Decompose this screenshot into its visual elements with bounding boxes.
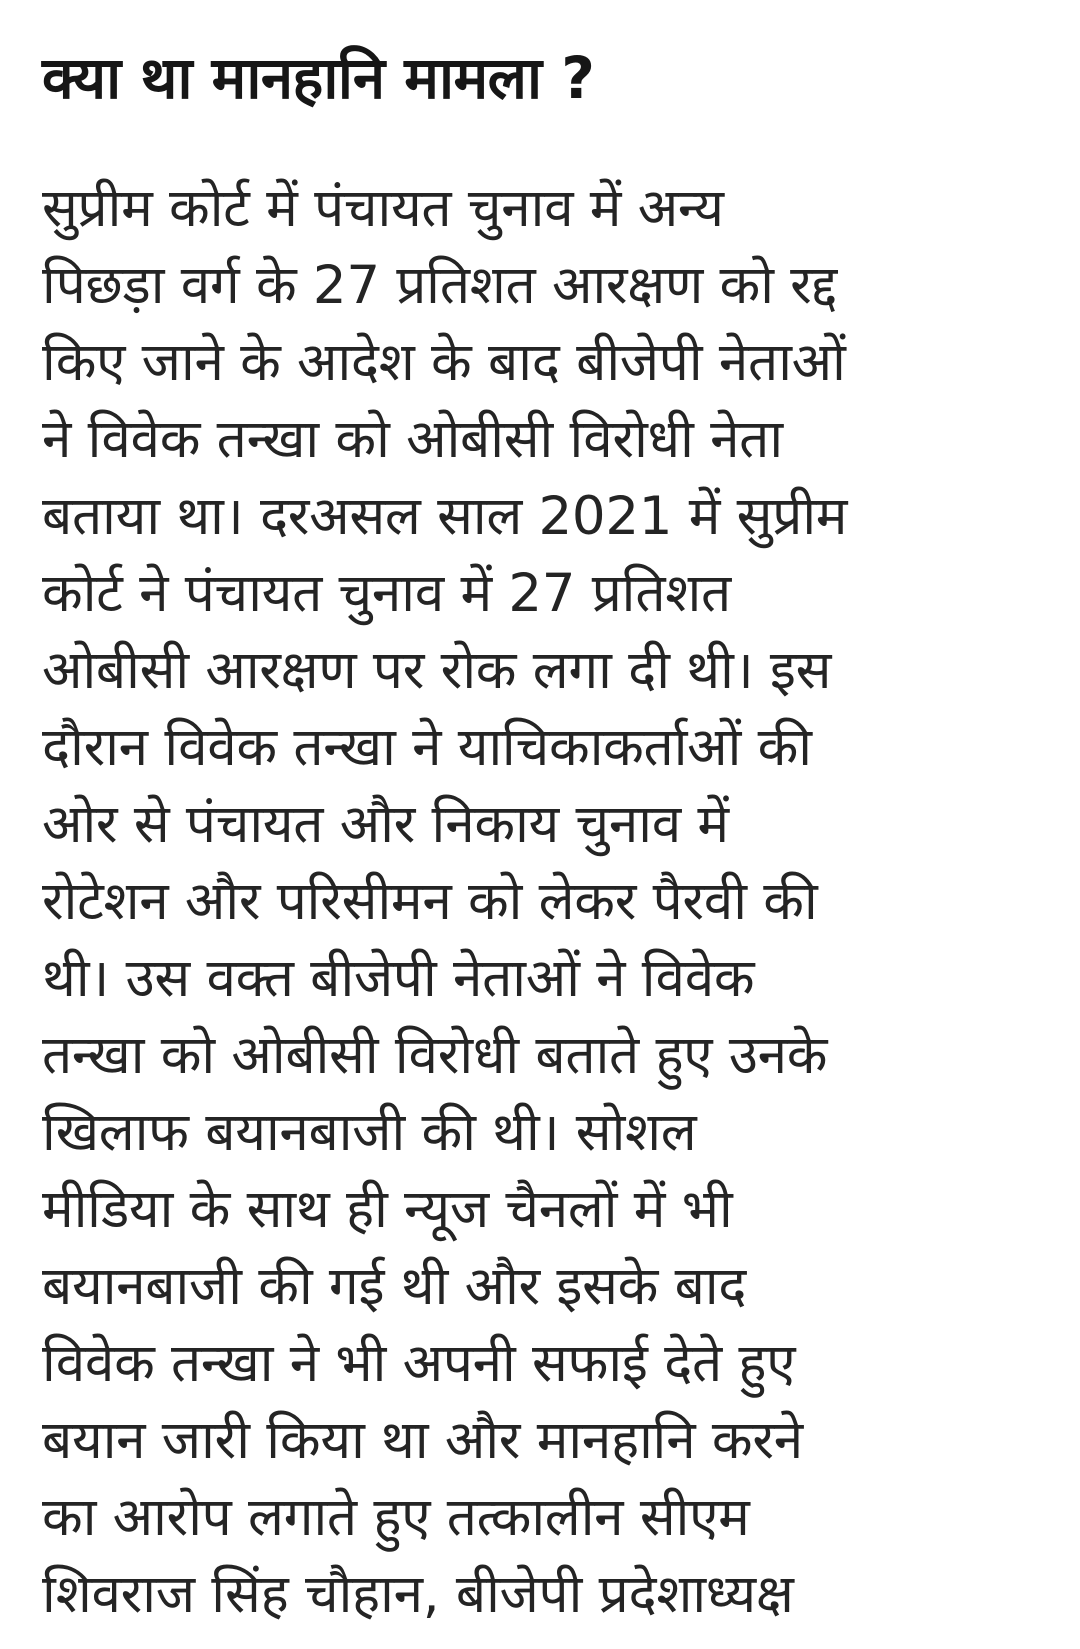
body-line: विवेक तन्खा ने भी अपनी सफाई देते हुए (42, 1333, 796, 1394)
article-heading: क्या था मानहानि मामला ? (42, 44, 595, 112)
article-body (42, 170, 1052, 1633)
body-line: पिछड़ा वर्ग के 27 प्रतिशत आरक्षण को रद्द (42, 255, 837, 316)
article (42, 22, 1052, 1633)
body-line: ने विवेक तन्खा को ओबीसी विरोधी नेता (42, 409, 783, 470)
body-line: ओबीसी आरक्षण पर रोक लगा दी थी। इस (42, 640, 832, 701)
body-line: शिवराज सिंह चौहान, बीजेपी प्रदेशाध्यक्ष (42, 1564, 794, 1625)
body-line: बताया था। दरअसल साल 2021 में सुप्रीम (42, 486, 848, 547)
body-line: सुप्रीम कोर्ट में पंचायत चुनाव में अन्य (42, 178, 724, 239)
body-line: बयान जारी किया था और मानहानि करने (42, 1410, 803, 1471)
body-line: ओर से पंचायत और निकाय चुनाव में (42, 794, 729, 855)
body-line: मीडिया के साथ ही न्यूज चैनलों में भी (42, 1179, 733, 1240)
body-line: बयानबाजी की गई थी और इसके बाद (42, 1256, 747, 1317)
body-line: का आरोप लगाते हुए तत्कालीन सीएम (42, 1487, 750, 1548)
body-line: कोर्ट ने पंचायत चुनाव में 27 प्रतिशत (42, 563, 731, 624)
body-line: रोटेशन और परिसीमन को लेकर पैरवी की (42, 871, 818, 932)
body-line: किए जाने के आदेश के बाद बीजेपी नेताओं (42, 332, 846, 393)
body-line: खिलाफ बयानबाजी की थी। सोशल (42, 1102, 697, 1163)
body-line: दौरान विवेक तन्खा ने याचिकाकर्ताओं की (42, 717, 812, 778)
body-line: थी। उस वक्त बीजेपी नेताओं ने विवेक (42, 948, 755, 1009)
body-line: तन्खा को ओबीसी विरोधी बताते हुए उनके (42, 1025, 828, 1086)
